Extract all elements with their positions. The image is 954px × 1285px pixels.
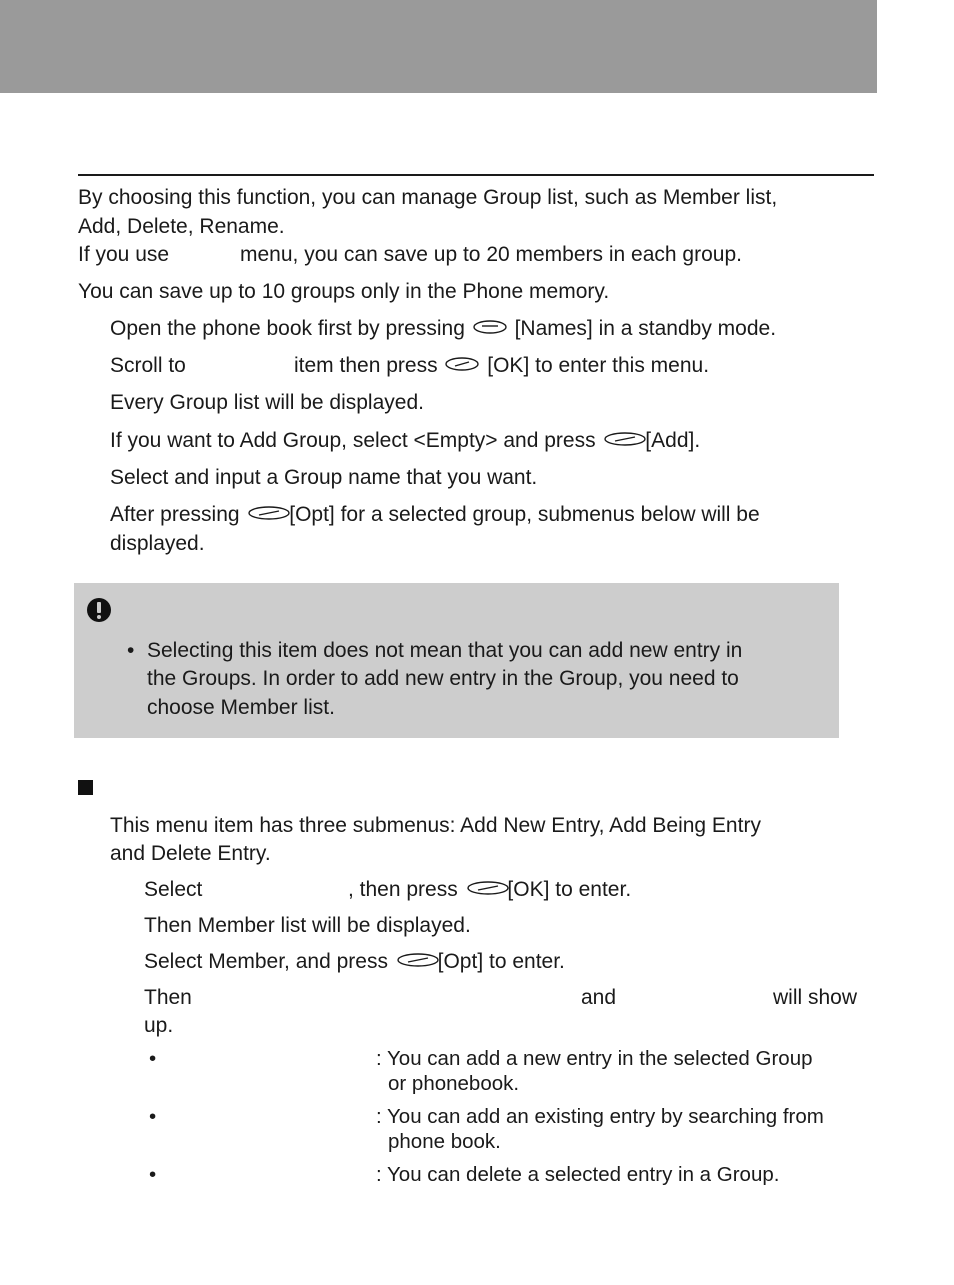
step-4 <box>110 427 700 455</box>
step-6 <box>110 501 760 529</box>
sub-bullet-2: • <box>149 1105 157 1128</box>
sub-bullet-3-line-1: : You can delete a selected entry in a Group. <box>376 1163 780 1186</box>
step-1-text-a: Open the phone book first by pressing <box>110 317 465 340</box>
step-1 <box>110 315 776 343</box>
sub-bullet-2-line-1: : You can add an existing entry by searching from <box>376 1105 824 1128</box>
intro-line-3b: menu, you can save up to 20 members in each group. <box>240 243 742 266</box>
sub-bullet-1-line-2: or phonebook. <box>388 1072 520 1095</box>
softkey-icon <box>466 881 500 895</box>
step-6-text-a: After pressing <box>110 503 240 526</box>
step-4-text-b: [Add]. <box>645 429 701 452</box>
sub-bullet-3: • <box>149 1163 157 1186</box>
step-2a: Scroll to <box>110 354 186 377</box>
section-step-1a: Select <box>144 878 203 901</box>
title-rule <box>78 174 874 176</box>
softkey-icon <box>247 506 281 520</box>
section-step-2: Then Member list will be displayed. <box>144 914 471 937</box>
note-bullet: • <box>127 639 135 662</box>
intro-line-3a: If you use <box>78 243 170 266</box>
black-square-icon <box>78 780 93 795</box>
softkey-icon <box>396 953 430 967</box>
sub-bullet-1-line-1: : You can add a new entry in the selected Group <box>376 1047 813 1070</box>
sub-bullet-2-line-2: phone book. <box>388 1130 501 1153</box>
step-2-text-b: item then press <box>294 354 438 377</box>
note-line-2: the Groups. In order to add new entry in the Group, you need to <box>147 667 739 690</box>
section-step-1-text-b: , then press <box>348 878 458 901</box>
step-2 <box>294 352 709 380</box>
softkey-icon <box>473 320 507 334</box>
note-line-3: choose Member list. <box>147 696 335 719</box>
exclamation-icon <box>86 597 112 623</box>
section-step-4d: up. <box>144 1014 174 1037</box>
step-2-text-c: [OK] to enter this menu. <box>487 354 710 377</box>
note-line-1: Selecting this item does not mean that you can add new entry in <box>147 639 743 662</box>
section-step-3-text-a: Select Member, and press <box>144 950 388 973</box>
intro-line-4: You can save up to 10 groups only in the Phone memory. <box>78 280 610 303</box>
step-1-text-b: [Names] in a standby mode. <box>514 317 777 340</box>
section-step-3 <box>144 948 565 976</box>
section-step-4b: and <box>581 986 617 1009</box>
section-step-4c: will show <box>773 986 858 1009</box>
step-3: Every Group list will be displayed. <box>110 391 424 414</box>
softkey-icon <box>445 357 479 371</box>
section-desc-1: This menu item has three submenus: Add New Entry, Add Being Entry <box>110 814 761 837</box>
step-4-text-a: If you want to Add Group, select <Empty> and press <box>110 429 596 452</box>
intro-line-1: By choosing this function, you can manage Group list, such as Member list, <box>78 186 778 209</box>
section-step-3-text-b: [Opt] to enter. <box>437 950 565 973</box>
section-step-1-text-c: [OK] to enter. <box>507 878 632 901</box>
section-step-1 <box>348 876 631 904</box>
section-desc-2: and Delete Entry. <box>110 842 271 865</box>
step-6-text-c: displayed. <box>110 532 205 555</box>
section-step-4a: Then <box>144 986 192 1009</box>
header-band <box>0 0 877 93</box>
softkey-icon <box>603 432 637 446</box>
sub-bullet-1: • <box>149 1047 157 1070</box>
step-5: Select and input a Group name that you want. <box>110 466 538 489</box>
intro-line-2: Add, Delete, Rename. <box>78 215 285 238</box>
step-6-text-b: [Opt] for a selected group, submenus below will be <box>289 503 760 526</box>
